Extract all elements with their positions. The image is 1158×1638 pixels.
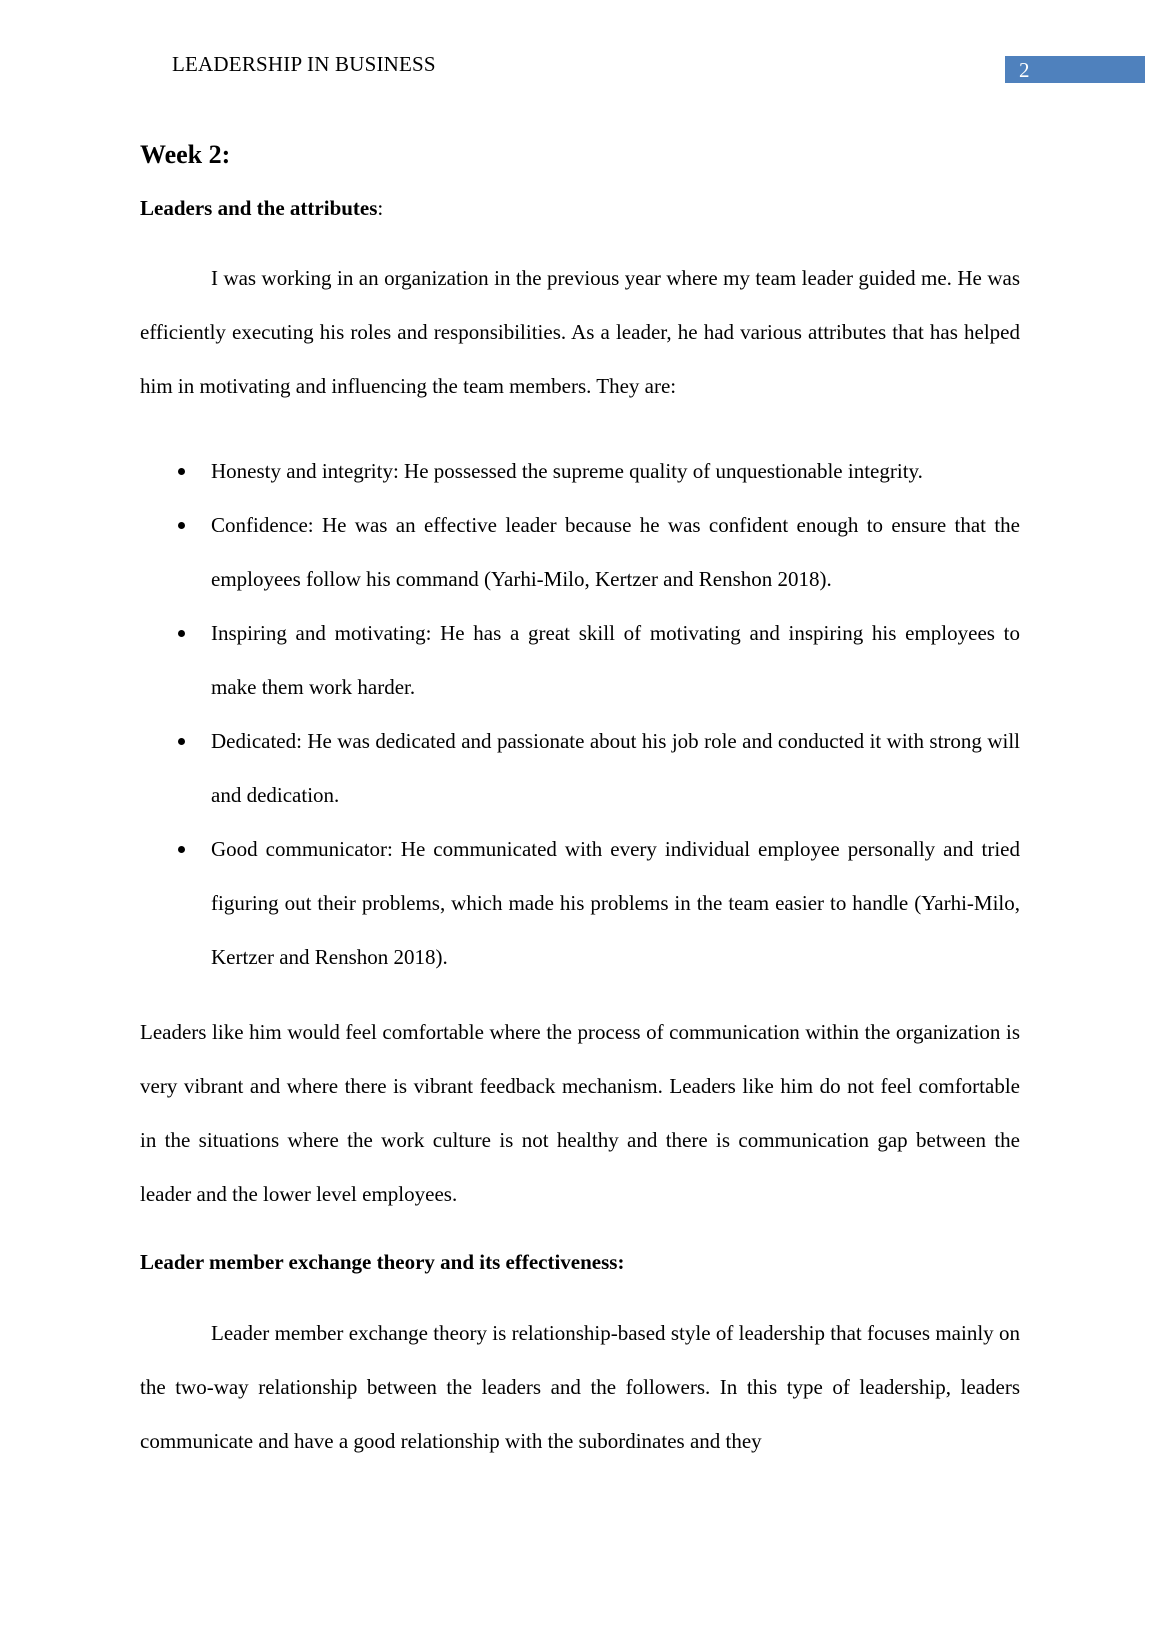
bullet-icon bbox=[178, 630, 185, 637]
bullet-icon bbox=[178, 468, 185, 475]
running-header-title: LEADERSHIP IN BUSINESS bbox=[172, 52, 436, 76]
bullet-icon bbox=[178, 738, 185, 745]
bullet-item bbox=[140, 444, 1020, 498]
bullet-text: Good communicator: He communicated with every individual employee personally and tried figuring out their problems, which made his problems in the team easier to handle (Yarhi-Milo, Kertzer and Renshon 2018). bbox=[211, 837, 1020, 969]
section-heading-lmx bbox=[140, 1250, 624, 1275]
bullet-text: Confidence: He was an effective leader because he was confident enough to ensure that the employees follow his command (Yarhi-Milo, Kertzer and Renshon 2018). bbox=[211, 513, 1020, 591]
attributes-bullet-list bbox=[140, 444, 1020, 984]
bullet-item bbox=[140, 822, 1020, 984]
closing-paragraph: Leaders like him would feel comfortable where the process of communication within the organization is very vibrant and where there is vibrant feedback mechanism. Leaders like him do not feel comfortable in the situations where the work culture is not healthy and there is communication gap between the leader and the lower level employees. bbox=[140, 1020, 1020, 1206]
intro-paragraph: I was working in an organization in the previous year where my team leader guided me. He was efficiently executing his roles and responsibilities. As a leader, he had various attributes that has helped him in motivating and influencing the team members. They are: bbox=[140, 266, 1020, 398]
bullet-item bbox=[140, 606, 1020, 714]
bullet-item bbox=[140, 714, 1020, 822]
bullet-icon bbox=[178, 522, 185, 529]
page-number-badge bbox=[1005, 56, 1145, 83]
bullet-text: Inspiring and motivating: He has a great skill of motivating and inspiring his employees to make them work harder. bbox=[211, 621, 1020, 699]
section-heading-lmx-text: Leader member exchange theory and its effectiveness: bbox=[140, 1250, 625, 1274]
bullet-text: Dedicated: He was dedicated and passionate about his job role and conducted it with strong will and dedication. bbox=[211, 729, 1020, 807]
lmx-paragraph: Leader member exchange theory is relationship-based style of leadership that focuses mainly on the two-way relationship between the leaders and the followers. In this type of leadership, leaders communicate and have a good relationship with the subordinates and they bbox=[140, 1321, 1020, 1453]
bullet-item bbox=[140, 498, 1020, 606]
week-heading: Week 2: bbox=[140, 140, 231, 169]
bullet-text: Honesty and integrity: He possessed the supreme quality of unquestionable integrity. bbox=[211, 459, 923, 483]
section-heading-attributes-text: Leaders and the attributes bbox=[140, 196, 378, 220]
section-heading-attributes bbox=[140, 196, 383, 221]
section-heading-attributes-suffix: : bbox=[377, 196, 384, 220]
page-number: 2 bbox=[1019, 58, 1030, 82]
bullet-icon bbox=[178, 846, 185, 853]
